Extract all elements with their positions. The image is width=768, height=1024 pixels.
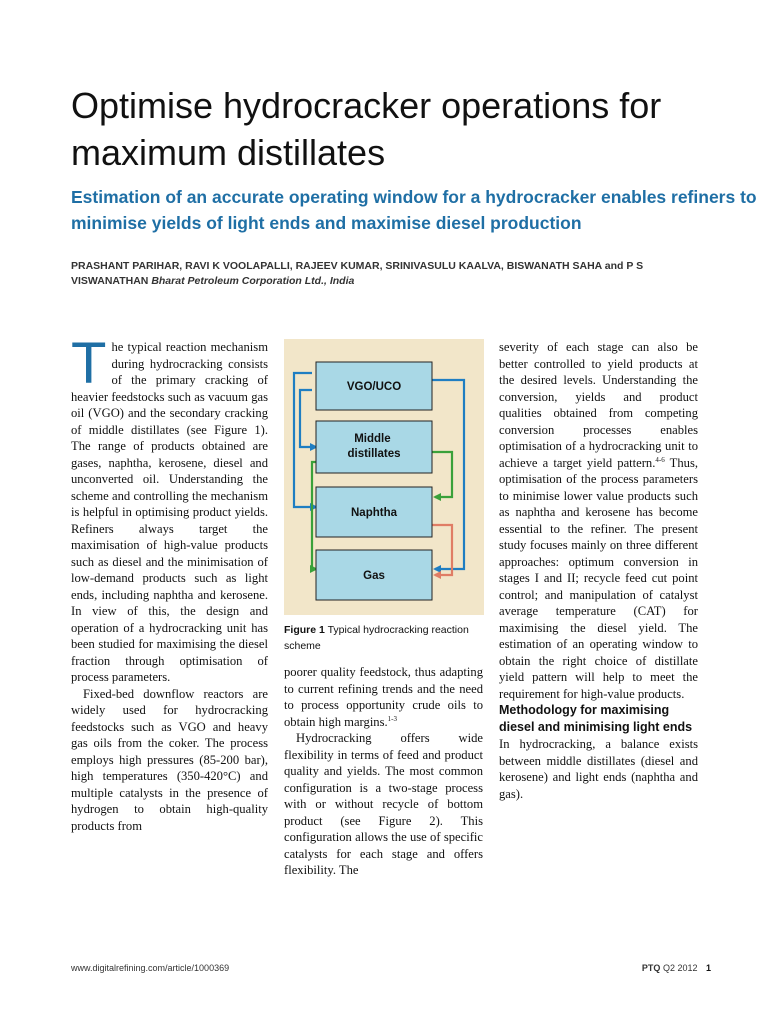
paragraph-6: In hydrocracking, a balance exists between middle distillates (diesel and kerosene) and light ends (naphtha and gas). xyxy=(499,737,698,801)
box-gas-label: Gas xyxy=(363,570,385,582)
paragraph-5: severity of each stage can also be better controlled to yield products at the desired levels. Understanding the conversion, yields and product qualities obtained from competing conversion processes enables optimisation of a hydrocracking unit to achieve a target yield pattern.$^{4-6}$ Thus, optimisation of the process parameters to minimise lower value products such as naphtha and kerosene has become essential to the refiner. The present study focuses mainly on three different approaches: optimum conversion in stages I and II; recycle feed cut point control; and manipulation of catalyst average temperature (CAT) for maximising the diesel yield. The estimation of an operating window to obtain the right choice of distillate yield pattern will help to meet the requirement for high-value products. xyxy=(499,340,698,701)
paragraph-4: Hydrocracking offers wide flexibility in terms of feed and product quality and yields. The most common configuration is a two-stage process with or without recycle of bottom product (see Figure 2). This configuration allows the use of specific catalysts for each stage and offers flexibility. The xyxy=(284,731,483,877)
author-affiliation: Bharat Petroleum Corporation Ltd., India xyxy=(151,275,355,287)
reaction-scheme-diagram xyxy=(284,339,484,615)
middle-distillates-line-1: Middle xyxy=(354,433,391,445)
paragraph-2: Fixed-bed downflow reactors are widely used for hydrocracking feedstocks such as VGO and heavy gas oils from the coker. The process employs high pressures (85-200 bar), high temperatures (350-420°C) and multiple catalysts in the presence of hydrogen to obtain high-quality products from xyxy=(71,686,268,833)
footer-issue-date: Q2 2012 xyxy=(662,963,698,973)
box-vgo-uco-label: VGO/UCO xyxy=(346,381,402,393)
blue-arrow-to-gas xyxy=(432,380,464,569)
paragraph-1: The typical reaction mechanism during hydrocracking consists of the primary cracking of heavier feedstocks such as vacuum gas oil (VGO) and the secondary cracking of middle distillates (see Figure 1). The range of products obtained are gases, naphtha, kerosene, diesel and unconverted oil. Understanding the scheme and controlling the mechanism is helpful in optimising product yields. Refiners always target the maximisation of high-value products such as diesel and the minimisation of low-demand products such as light ends, including naphtha and kerosene. In view of this, the design and operation of a hydrocracking unit has been studied for maximising the diesel fraction through optimisation of process parameters. xyxy=(71,331,268,684)
middle-distillates-line-2: distillates xyxy=(347,448,401,460)
paragraph-3: poorer quality feedstock, thus adapting to current refining trends and the need to process opportunity crude oils to obtain high margins.$^{1-3}$ xyxy=(284,665,483,729)
footer-brand: PTQ xyxy=(641,963,661,973)
footer-issue xyxy=(642,963,711,973)
article-title: Optimise hydrocracker operations for maximum distillates xyxy=(71,85,662,173)
drop-cap: T xyxy=(71,331,107,396)
article-subtitle: Estimation of an accurate operating window for a hydrocracker enables refiners to minimise yields of light ends and maximise diesel production xyxy=(71,187,757,233)
text-column-1 xyxy=(71,331,268,834)
figure-caption-text: Typical hydrocracking reaction scheme xyxy=(284,624,469,652)
box-naphtha-label: Naphtha xyxy=(351,507,397,519)
text-column-3 xyxy=(499,339,698,802)
page-number: 1 xyxy=(705,963,711,973)
box-middle-distillates xyxy=(316,421,432,473)
author-line xyxy=(71,259,711,289)
red-arrow-to-gas xyxy=(432,525,452,575)
figure-1 xyxy=(284,339,484,615)
section-heading: Methodology for maximising diesel and minimising light ends xyxy=(499,703,693,734)
figure-caption xyxy=(284,622,484,654)
author-names: PRASHANT PARIHAR, RAVI K VOOLAPALLI, RAJEEV KUMAR, SRINIVASULU KAALVA, BISWANATH SAHA and P S VISWANATHAN xyxy=(71,260,644,287)
text-column-2 xyxy=(284,664,483,879)
figure-number: Figure 1 xyxy=(284,624,325,636)
green-arrow-to-naphtha xyxy=(432,452,452,497)
footer-url[interactable]: www.digitalrefining.com/article/1000369 xyxy=(71,963,230,973)
blue-arrow-to-middle-distillates xyxy=(300,390,316,447)
